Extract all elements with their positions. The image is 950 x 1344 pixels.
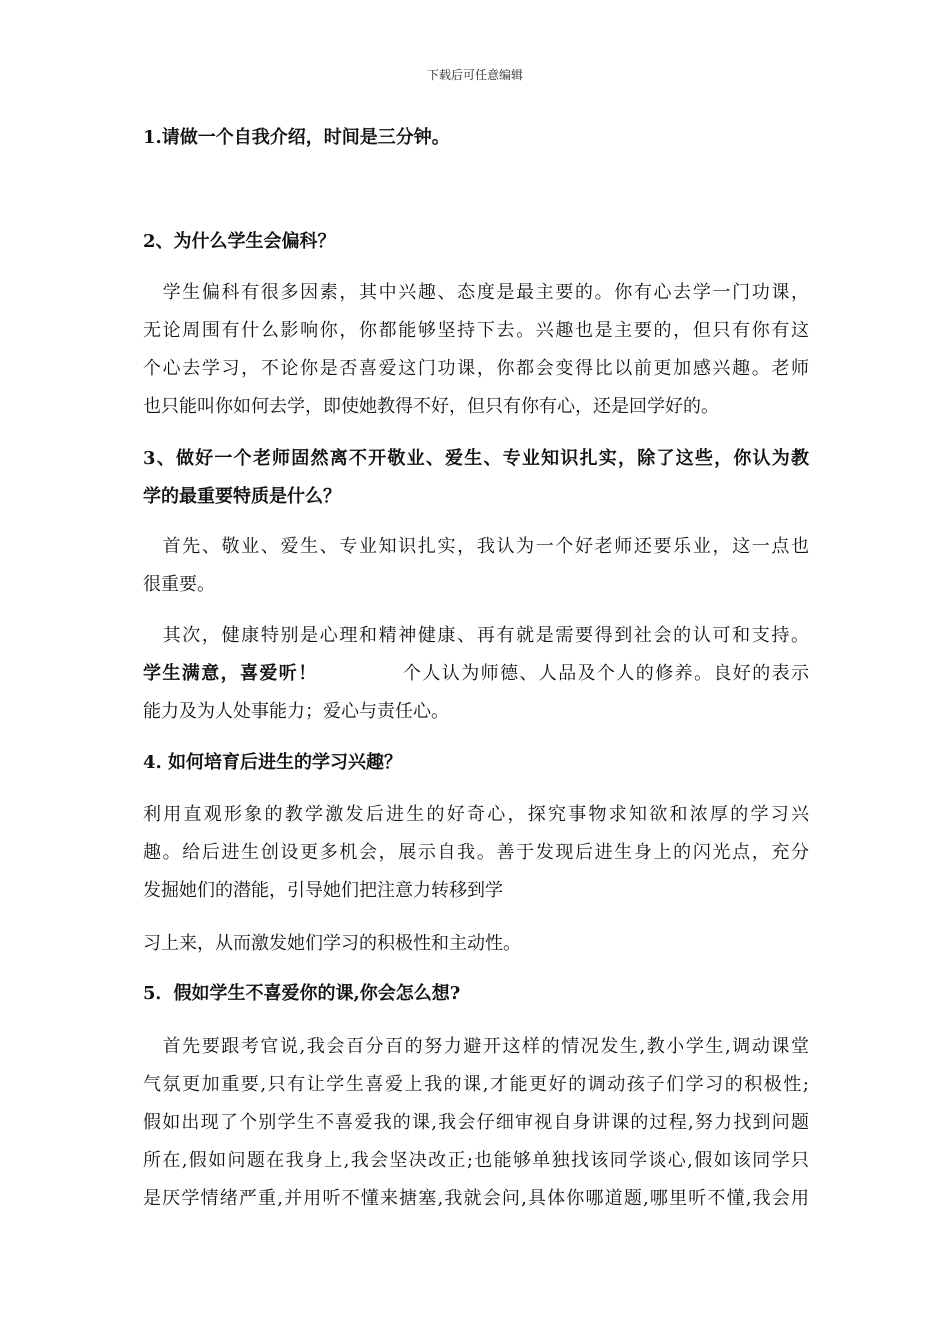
answer-5 — [143, 1028, 809, 1218]
answer-5-line: 是厌学情绪严重,并用听不懂来搪塞,我就会问,具体你哪道题,哪里听不懂,我会用 — [143, 1188, 809, 1209]
answer-3-second — [143, 617, 809, 731]
answer-3-line: 其次，健康特别是心理和精神健康、再有就是需要得到社会的认可和支持。 — [143, 625, 809, 646]
answer-3-text: 个人认为师德、人品及个人的修养。良好的表示 — [401, 663, 810, 684]
answer-5-line: 首先要跟考官说,我会百分百的努力避开这样的情况发生,教小学生,调动课堂 — [143, 1036, 809, 1057]
answer-4-continued: 习上来，从而激发她们学习的积极性和主动性。 — [143, 933, 521, 954]
question-3 — [143, 440, 809, 516]
answer-3-emphasis: 学生满意，喜爱听！ — [143, 663, 318, 684]
page-header-note: 下载后可任意编辑 — [426, 68, 523, 82]
question-5: 5．假如学生不喜爱你的课,你会怎么想? — [143, 983, 461, 1004]
answer-2-line: 也只能叫你如何去学，即使她教得不好，但只有你有心，还是回学好的。 — [143, 396, 719, 417]
answer-4-line: 利用直观形象的教学激发后进生的好奇心，探究事物求知欲和浓厚的学习兴 — [143, 804, 809, 825]
answer-2-line: 学生偏科有很多因素，其中兴趣、态度是最主要的。你有心去学一门功课， — [143, 282, 809, 303]
question-1: 1.请做一个自我介绍，时间是三分钟。 — [143, 127, 450, 148]
answer-5-line: 假如出现了个别学生不喜爱我的课,我会仔细审视自身讲课的过程,努力找到问题 — [143, 1112, 809, 1133]
question-3-line: 学的最重要特质是什么？ — [143, 486, 341, 507]
answer-2-line: 个心去学习，不论你是否喜爱这门功课，你都会变得比以前更加感兴趣。老师 — [143, 358, 809, 379]
question-2: 2、为什么学生会偏科？ — [143, 231, 336, 252]
answer-3-first — [143, 528, 809, 604]
answer-5-line: 气氛更加重要,只有让学生喜爱上我的课,才能更好的调动孩子们学习的积极性; — [143, 1074, 809, 1095]
answer-3-line: 首先、敬业、爱生、专业知识扎实，我认为一个好老师还要乐业，这一点也 — [143, 536, 809, 557]
answer-4-line: 发掘她们的潜能，引导她们把注意力转移到学 — [143, 880, 503, 901]
question-3-line: 3、做好一个老师固然离不开敬业、爱生、专业知识扎实，除了这些，你认为教 — [143, 448, 809, 469]
answer-4-line: 趣。给后进生创设更多机会，展示自我。善于发现后进生身上的闪光点，充分 — [143, 842, 809, 863]
answer-2-line: 无论周围有什么影响你，你都能够坚持下去。兴趣也是主要的，但只有你有这 — [143, 320, 809, 341]
answer-2 — [143, 274, 809, 426]
answer-4 — [143, 796, 809, 910]
answer-3-line-mixed — [143, 655, 809, 693]
answer-3-line: 能力及为人处事能力；爱心与责任心。 — [143, 701, 449, 722]
answer-3-line: 很重要。 — [143, 574, 215, 595]
question-4: 4. 如何培育后进生的学习兴趣？ — [143, 752, 403, 773]
answer-5-line: 所在,假如问题在我身上,我会坚决改正;也能够单独找该同学谈心,假如该同学只 — [143, 1150, 809, 1171]
